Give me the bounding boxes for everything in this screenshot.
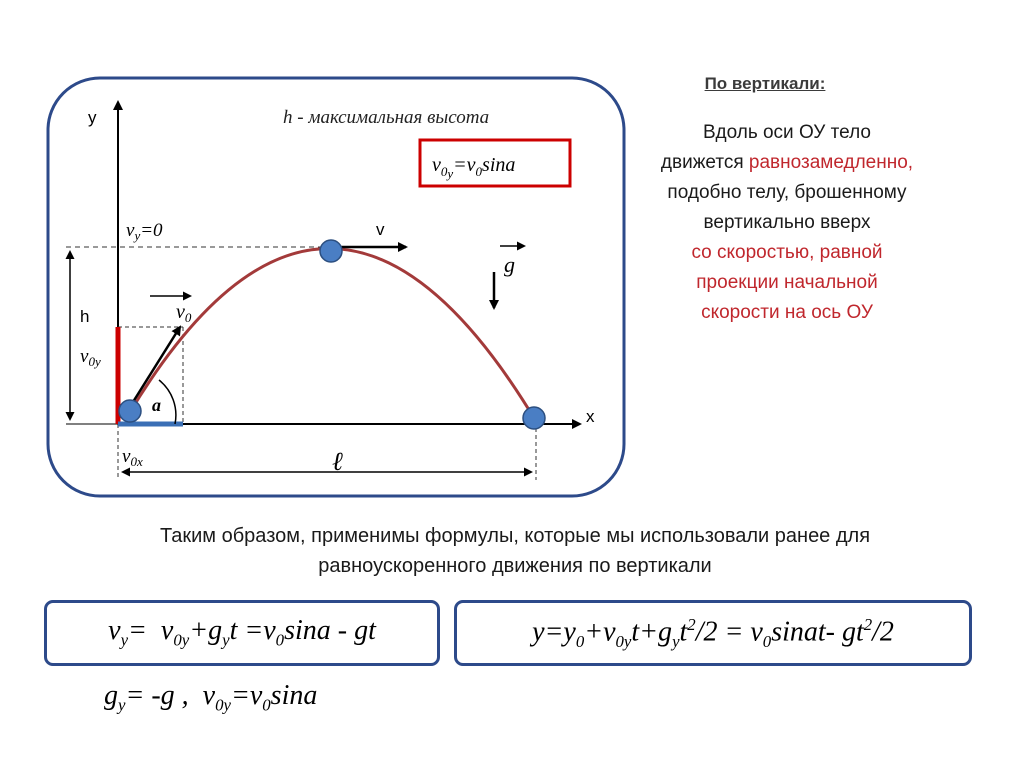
v0y-label: $v_{0y}$ [80,346,101,369]
desc-line-7: скорости на ось ОУ [701,302,873,323]
conclusion-line-2: равноускоренного движения по вертикали [318,555,712,577]
v0-label: $v_0$ [176,301,192,325]
v0x-label: $v_{0x}$ [122,446,143,469]
conclusion-text [70,521,960,581]
desc-line-4: вертикально вверх [703,212,871,233]
conclusion-line-1: Таким образом, применимы формулы, которые мы использовали ранее для [159,525,871,547]
range-label: ℓ [332,447,343,476]
boxed-formula: $v_0y=v_0\sin a$ [432,154,516,181]
vy-zero-label: $v_y=0$ [126,220,163,243]
h-label: h [80,307,90,326]
vertical-heading: По вертикали: [704,74,826,93]
trajectory [130,248,534,418]
desc-line-1: Вдоль оси ОУ тело [703,122,871,143]
ball-start [119,400,141,422]
desc-line-2: движется равнозамедленно, [660,152,914,173]
position-formula-box [454,600,972,666]
desc-line-6: проекции начальной [696,272,878,293]
velocity-formula-box [44,600,440,666]
projection-note: $g_y= -g$ , $v_{0y}=v_0\sin a$ [104,680,318,715]
ball-landing [523,407,545,429]
apex-velocity-label: v [376,220,385,239]
velocity-formula: $v_y= v_{0y}+g_yt =v_0\sin a$ - gt [108,615,376,650]
desc-line-3: подобно телу, брошенному [667,182,907,203]
x-axis-label: x [586,407,595,426]
y-axis-label: y [88,108,97,127]
alpha-label: a [152,395,161,415]
vertical-description [622,118,952,328]
g-label: g [504,252,515,277]
angle-arc [159,380,176,424]
position-formula: $y=y_0+v_{0y}t+g_yt^2/2$ = $v_0sinat-$ $gt^2/2$ [532,614,894,651]
desc-line-5: со скоростью, равной [691,242,883,263]
ball-apex [320,240,342,262]
uniform-deceleration-text: равнозамедленно, [748,152,914,173]
max-height-caption: h - максимальная высота [283,107,490,128]
